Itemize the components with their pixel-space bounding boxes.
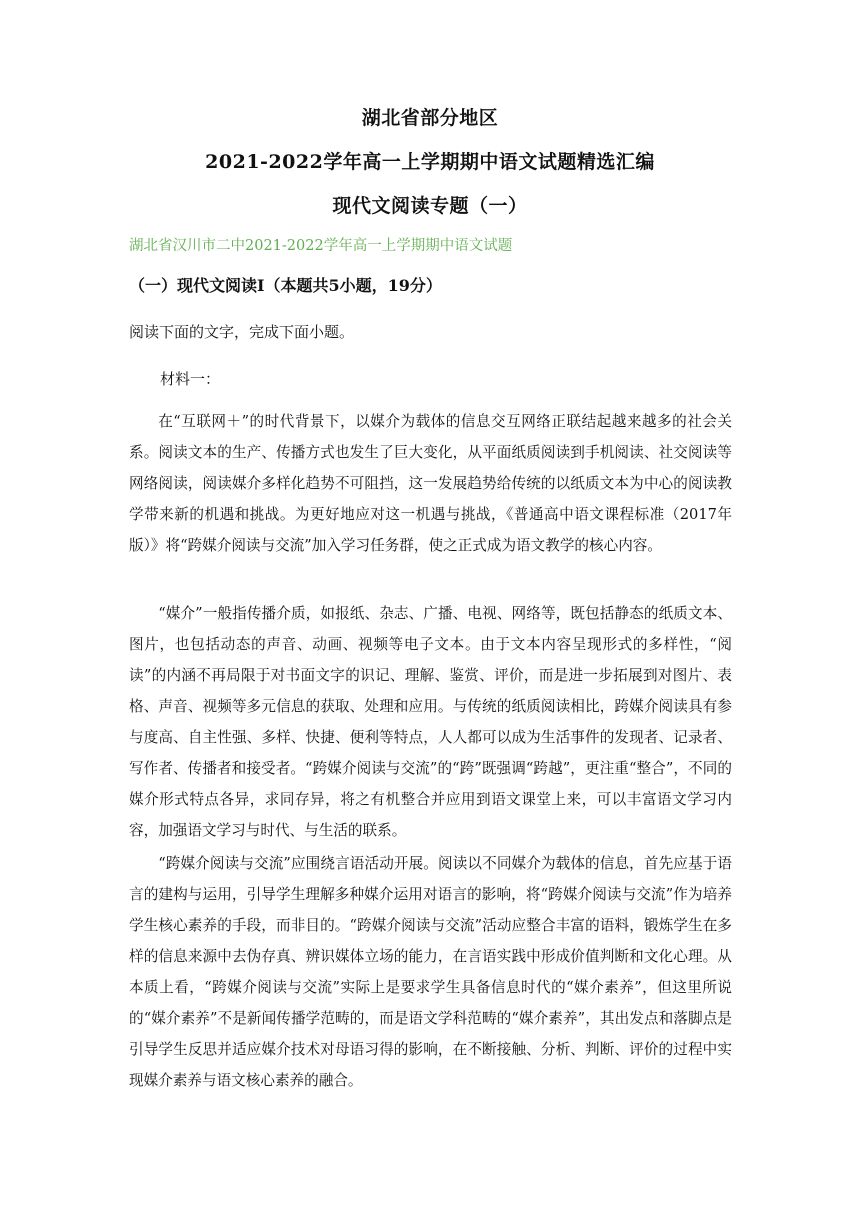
page-title-main: 2021-2022学年高一上学期期中语文试题精选汇编: [205, 151, 655, 173]
page-title-topic: 现代文阅读专题（一）: [332, 195, 528, 217]
material-label: 材料一：: [160, 370, 221, 388]
source-link[interactable]: 湖北省汉川市二中2021-2022学年高一上学期期中语文试题: [129, 238, 513, 254]
section-heading: （一）现代文阅读Ⅰ（本题共5小题，19分）: [129, 276, 442, 295]
paragraph-1: 在“互联网＋”的时代背景下，以媒介为载体的信息交互网络正联结起越来越多的社会关系。阅读文本的生产、传播方式也发生了巨大变化，从平面纸质阅读到手机阅读、社交阅读等网络阅读，阅读媒介多样化趋势不可阻挡，这一发展趋势给传统的以纸质文本为中心的阅读教学带来新的机遇和挑战。为更好地应对这一机遇与挑战，《普通高中语文课程标准（2017年版）》将“跨媒介阅读与交流”加入学习任务群，使之正式成为语文教学的核心内容。: [129, 413, 732, 554]
paragraph-3: “跨媒介阅读与交流”应围绕言语活动开展。阅读以不同媒介为载体的信息，首先应基于语言的建构与运用，引导学生理解多种媒介运用对语言的影响，将“跨媒介阅读与交流”作为培养学生核心素养的手段，而非目的。“跨媒介阅读与交流”活动应整合丰富的语料，锻炼学生在多样的信息来源中去伪存真、辨识媒体立场的能力，在言语实践中形成价值判断和文化心理。从本质上看，“跨媒介阅读与交流”实际上是要求学生具备信息时代的“媒介素养”，但这里所说的“媒介素养”不是新闻传播学范畴的，而是语文学科范畴的“媒介素养”，其出发点和落脚点是引导学生反思并适应媒介技术对母语习得的影响，在不断接触、分析、判断、评价的过程中实现媒介素养与语文核心素养的融合。: [129, 855, 732, 1089]
page-title-region: 湖北省部分地区: [361, 107, 499, 129]
reading-instruction: 阅读下面的文字，完成下面小题。: [129, 323, 355, 341]
paragraph-2: “媒介”一般指传播介质，如报纸、杂志、广播、电视、网络等，既包括静态的纸质文本、图片，也包括动态的声音、动画、视频等电子文本。由于文本内容呈现形式的多样性，“阅读”的内涵不再局限于对书面文字的识记、理解、鉴赏、评价，而是进一步拓展到对图片、表格、声音、视频等多元信息的获取、处理和应用。与传统的纸质阅读相比，跨媒介阅读具有参与度高、自主性强、多样、快捷、便利等特点，人人都可以成为生活事件的发现者、记录者、写作者、传播者和接受者。“跨媒介阅读与交流”的“跨”既强调“跨越”，更注重“整合”，不同的媒介形式特点各异，求同存异，将之有机整合并应用到语文课堂上来，可以丰富语文学习内容，加强语文学习与时代、与生活的联系。: [129, 605, 732, 839]
